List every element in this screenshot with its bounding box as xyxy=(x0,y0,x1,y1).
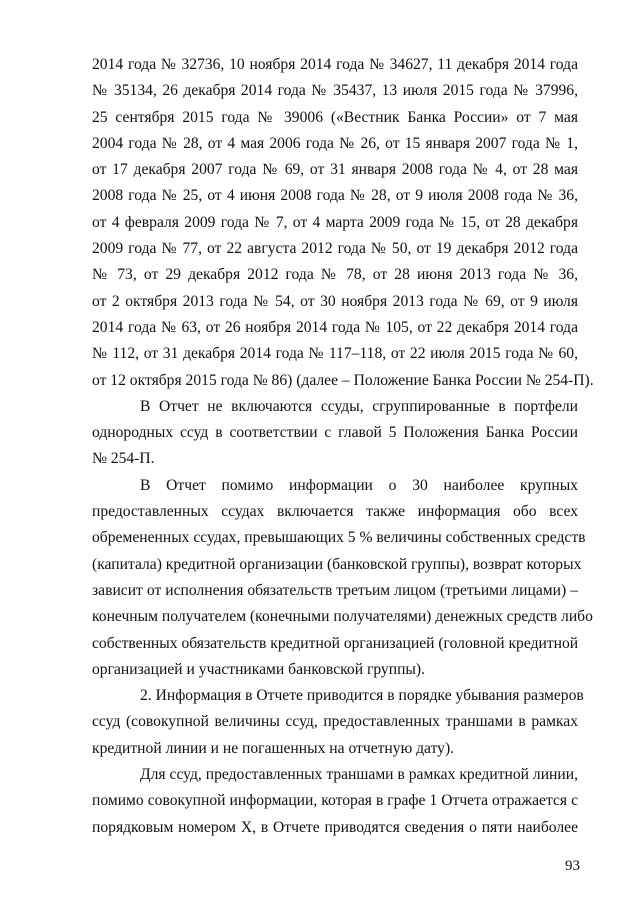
document-page xyxy=(92,52,594,841)
text-line: 2004 года № 28, от 4 мая 2006 года № 26, от 15 января 2007 года № 1, xyxy=(92,134,578,152)
paragraph-item-2 xyxy=(92,683,584,762)
text-line: 2009 года № 77, от 22 августа 2012 года № 50, от 19 декабря 2012 года xyxy=(92,240,578,258)
text-line: № 112, от 31 декабря 2014 года № 117–118, от 22 июля 2015 года № 60, xyxy=(92,345,578,363)
text-line: Для ссуд, предоставленных траншами в рамках кредитной линии, xyxy=(140,766,578,784)
text-line: организацией и участниками банковской группы). xyxy=(92,660,425,678)
paragraph-included-loans xyxy=(92,473,593,683)
text-line: 2008 года № 25, от 4 июня 2008 года № 28, от 9 июля 2008 года № 36, xyxy=(92,187,578,205)
text-line: (капитала) кредитной организации (банковской группы), возврат которых xyxy=(92,555,582,573)
text-line: зависит от исполнения обязательств третьим лицом (третьими лицами) – xyxy=(92,581,578,599)
text-line: 25 сентября 2015 года № 39006 («Вестник Банка России» от 7 мая xyxy=(92,108,578,126)
text-line: помимо совокупной информации, которая в графе 1 Отчета отражается с xyxy=(92,792,578,810)
text-line: собственных обязательств кредитной организацией (головной кредитной xyxy=(92,634,579,652)
text-line: однородных ссуд в соответствии с главой 5 Положения Банка России xyxy=(92,424,578,442)
text-line: кредитной линии и не погашенных на отчетную дату). xyxy=(92,739,455,757)
text-line: порядковым номером Х, в Отчете приводятся сведения о пяти наиболее xyxy=(92,818,578,836)
text-line: 2. Информация в Отчете приводится в порядке убывания размеров xyxy=(140,687,584,705)
text-line: от 2 октября 2013 года № 54, от 30 ноября 2013 года № 69, от 9 июля xyxy=(92,292,578,310)
text-line: ссуд (совокупной величины ссуд, предоставленных траншами в рамках xyxy=(92,713,578,731)
text-line: № 73, от 29 декабря 2012 года № 78, от 28 июня 2013 года № 36, xyxy=(92,266,578,284)
text-line: от 12 октября 2015 года № 86) (далее – Положение Банка России № 254-П). xyxy=(92,371,594,389)
text-line: В Отчет не включаются ссуды, сгруппированные в портфели xyxy=(140,397,578,415)
text-line: от 4 февраля 2009 года № 7, от 4 марта 2009 года № 15, от 28 декабря xyxy=(92,213,578,231)
text-line: № 35134, 26 декабря 2014 года № 35437, 13 июля 2015 года № 37996, xyxy=(92,82,578,100)
text-line: от 17 декабря 2007 года № 69, от 31 января 2008 года № 4, от 28 мая xyxy=(92,161,578,179)
text-line: В Отчет помимо информации о 30 наиболее крупных xyxy=(140,476,578,494)
page-number: 93 xyxy=(565,858,580,874)
text-line: 2014 года № 32736, 10 ноября 2014 года № 34627, 11 декабря 2014 года xyxy=(92,56,578,73)
text-line: конечным получателем (конечными получателями) денежных средств либо xyxy=(92,608,593,626)
paragraph-excluded-loans xyxy=(92,394,578,473)
paragraph-credit-line-tranches xyxy=(92,762,578,841)
text-line: 2014 года № 63, от 26 ноября 2014 года № 105, от 22 декабря 2014 года xyxy=(92,318,578,336)
text-line: обремененных ссудах, превышающих 5 % величины собственных средств xyxy=(92,529,586,547)
paragraph-regulation-references xyxy=(92,52,594,394)
text-line: предоставленных ссудах включается также информация обо всех xyxy=(92,503,578,521)
text-line: № 254-П. xyxy=(92,450,155,468)
